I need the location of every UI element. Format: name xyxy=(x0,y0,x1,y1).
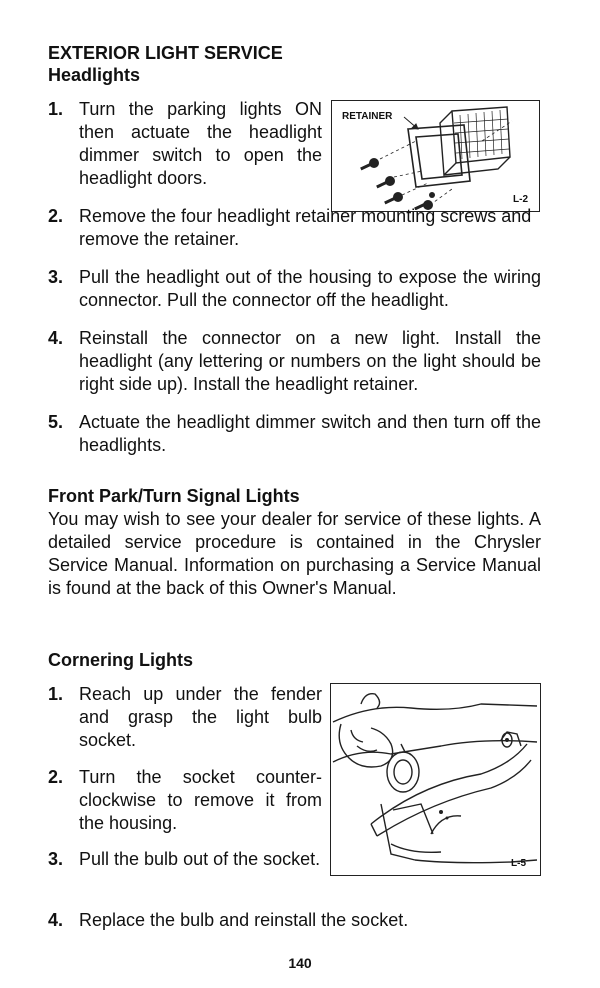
figure-label-l2: L-2 xyxy=(513,194,528,205)
headlight-step-4-text: Reinstall the connector on a new light. Install the headlight (any lettering or numbers on the light should be right side up). Install the headlight retainer. xyxy=(79,328,541,394)
headlight-step-3-number: 3. xyxy=(48,267,64,287)
headlight-step-5-text: Actuate the headlight dimmer switch and then turn off the headlights. xyxy=(79,412,541,455)
headlight-step-2-text: Remove the four headlight retainer mounting screws and remove the retainer. xyxy=(79,206,532,249)
headlight-figure xyxy=(331,100,540,212)
front-park-heading: Front Park/Turn Signal Lights xyxy=(48,486,300,506)
cornering-step-2-text: Turn the socket counter-clockwise to remove it from the housing. xyxy=(79,767,322,833)
headlight-step-1-text: Turn the parking lights ON then actuate the headlight dimmer switch to open the headlight doors. xyxy=(79,99,322,188)
headlight-step-5-number: 5. xyxy=(48,412,64,432)
page-number: 140 xyxy=(288,955,312,971)
cornering-step-1-text: Reach up under the fender and grasp the light bulb socket. xyxy=(79,684,322,750)
cornering-step-3-text: Pull the bulb out of the socket. xyxy=(79,849,321,869)
cornering-step-1-number: 1. xyxy=(48,684,64,704)
figure-label-l5: L-5 xyxy=(511,858,526,869)
cornering-light-illustration xyxy=(331,684,539,874)
cornering-step-4-number: 4. xyxy=(48,910,64,930)
retainer-callout: RETAINER xyxy=(342,111,393,122)
cornering-step-4-text: Replace the bulb and reinstall the socket. xyxy=(79,910,409,930)
headlight-step-1-number: 1. xyxy=(48,99,64,119)
cornering-step-3-number: 3. xyxy=(48,849,64,869)
headlights-heading: Headlights xyxy=(48,65,141,85)
headlight-step-4-number: 4. xyxy=(48,328,64,348)
headlight-step-3-text: Pull the headlight out of the housing to expose the wiring connector. Pull the connector off the headlight. xyxy=(79,267,541,310)
headlight-step-2-number: 2. xyxy=(48,206,64,226)
cornering-heading: Cornering Lights xyxy=(48,650,193,670)
cornering-step-2-number: 2. xyxy=(48,767,64,787)
front-park-body: You may wish to see your dealer for service of these lights. A detailed service procedure is contained in the Chrysler Service Manual. Information on purchasing a Service Manual is found at the back of this Owner's Manual. xyxy=(48,509,541,598)
cornering-figure xyxy=(330,683,541,876)
section-title: EXTERIOR LIGHT SERVICE xyxy=(48,43,283,63)
